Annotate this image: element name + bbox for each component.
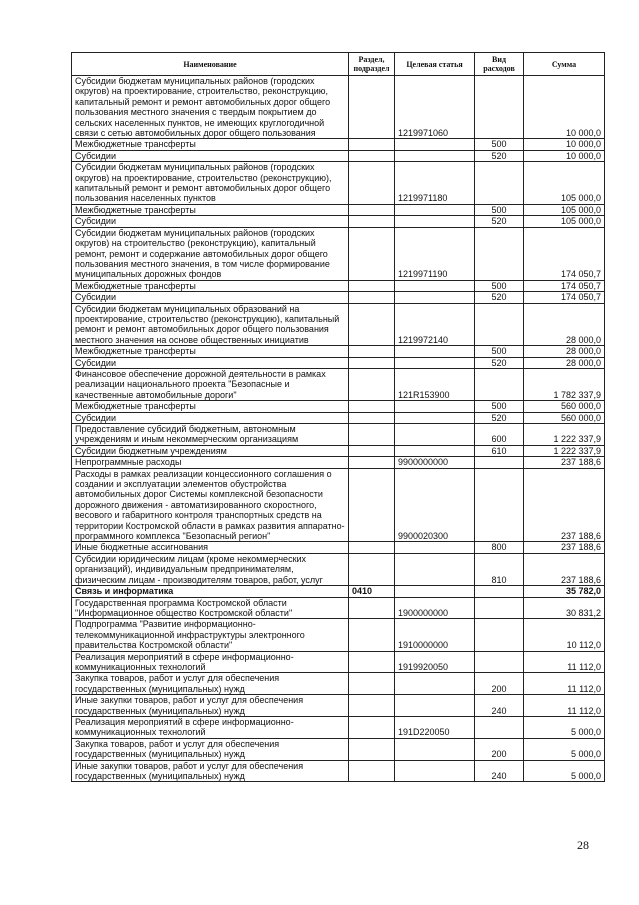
cell-razdel (349, 457, 395, 468)
cell-name: Субсидии (72, 150, 349, 161)
cell-name: Государственная программа Костромской области "Информационное общество Костромской области" (72, 597, 349, 619)
cell-sum: 560 000,0 (524, 401, 605, 412)
cell-target (395, 695, 475, 717)
table-row (72, 303, 605, 346)
header-vid: Вид расходов (475, 53, 524, 76)
cell-target (395, 280, 475, 291)
cell-target: 1219971180 (395, 162, 475, 205)
cell-target: 9900020300 (395, 468, 475, 542)
table-row (72, 357, 605, 368)
header-sum: Сумма (524, 53, 605, 76)
cell-razdel (349, 346, 395, 357)
cell-razdel (349, 204, 395, 215)
cell-razdel (349, 651, 395, 673)
table-row (72, 760, 605, 782)
header-name: Наименование (72, 53, 349, 76)
cell-target (395, 139, 475, 150)
cell-target: 1219971060 (395, 76, 475, 139)
cell-razdel (349, 553, 395, 585)
table-row (72, 468, 605, 542)
cell-target (395, 412, 475, 423)
cell-vid: 500 (475, 280, 524, 291)
table-row (72, 76, 605, 139)
budget-table (71, 52, 605, 782)
cell-razdel (349, 303, 395, 346)
cell-razdel (349, 738, 395, 760)
cell-target: 1910000000 (395, 619, 475, 651)
table-row (72, 673, 605, 695)
cell-name: Иные закупки товаров, работ и услуг для обеспечения государственных (муниципальных) нужд (72, 695, 349, 717)
cell-target: 9900000000 (395, 457, 475, 468)
table-row (72, 651, 605, 673)
cell-name: Реализация мероприятий в сфере информационно-коммуникационных технологий (72, 716, 349, 738)
cell-razdel (349, 716, 395, 738)
cell-sum: 174 050,7 (524, 227, 605, 280)
cell-razdel (349, 412, 395, 423)
cell-name: Субсидии бюджетам муниципальных районов (городских округов) на проектирование, строительство (реконструкцию), капитальный ремонт и ремонт автомобильных дорог общего пользования населенных пунктов (72, 162, 349, 205)
cell-vid: 520 (475, 357, 524, 368)
table-row (72, 424, 605, 446)
table-row (72, 457, 605, 468)
cell-sum: 11 112,0 (524, 673, 605, 695)
cell-target (395, 216, 475, 227)
cell-razdel (349, 368, 395, 400)
table-row (72, 586, 605, 597)
cell-target (395, 738, 475, 760)
cell-name: Субсидии (72, 412, 349, 423)
cell-name: Субсидии бюджетам муниципальных районов (городских округов) на строительство (реконструкцию), капитальный ремонт, ремонт и содержание автомобильных дорог общего пользования местного значения, в том числе формирование муниципальных дорожных фондов (72, 227, 349, 280)
cell-sum: 237 188,6 (524, 457, 605, 468)
cell-name: Субсидии бюджетам муниципальных районов (городских округов) на проектирование, строительство, реконструкцию, капитальный ремонт и ремонт автомобильных дорог общего пользования местного значения с твердым покрытием до сельских населенных пунктов, не имеющих круглогодичной связи с сетью автомобильных дорог общего пользования (72, 76, 349, 139)
table-row (72, 738, 605, 760)
cell-name: Субсидии бюджетам муниципальных образований на проектирование, строительство (реконструкцию), капитальный ремонт и ремонт автомобильных дорог общего пользования местного значения на основе общественных инициатив (72, 303, 349, 346)
table-row (72, 162, 605, 205)
header-target: Целевая статья (395, 53, 475, 76)
cell-vid (475, 162, 524, 205)
cell-razdel (349, 619, 395, 651)
cell-sum: 28 000,0 (524, 357, 605, 368)
cell-vid: 500 (475, 401, 524, 412)
cell-target (395, 401, 475, 412)
cell-target (395, 357, 475, 368)
cell-vid (475, 303, 524, 346)
cell-name: Связь и информатика (72, 586, 349, 597)
cell-sum: 1 222 337,9 (524, 424, 605, 446)
header-razdel: Раздел, подраздел (349, 53, 395, 76)
cell-vid (475, 619, 524, 651)
cell-sum: 1 782 337,9 (524, 368, 605, 400)
cell-target (395, 586, 475, 597)
cell-name: Межбюджетные трансферты (72, 401, 349, 412)
cell-razdel (349, 357, 395, 368)
cell-target: 121R153900 (395, 368, 475, 400)
cell-name: Финансовое обеспечение дорожной деятельности в рамках реализации национального проекта "Безопасные и качественные автомобильные дороги" (72, 368, 349, 400)
cell-name: Закупка товаров, работ и услуг для обеспечения государственных (муниципальных) нужд (72, 738, 349, 760)
table-row (72, 280, 605, 291)
cell-razdel (349, 162, 395, 205)
cell-target (395, 346, 475, 357)
cell-vid (475, 76, 524, 139)
table-row (72, 216, 605, 227)
cell-razdel: 0410 (349, 586, 395, 597)
cell-vid (475, 368, 524, 400)
cell-name: Межбюджетные трансферты (72, 204, 349, 215)
cell-razdel (349, 150, 395, 161)
cell-name: Межбюджетные трансферты (72, 346, 349, 357)
cell-sum: 174 050,7 (524, 280, 605, 291)
cell-target (395, 553, 475, 585)
cell-vid (475, 468, 524, 542)
cell-sum: 1 222 337,9 (524, 445, 605, 456)
cell-name: Межбюджетные трансферты (72, 280, 349, 291)
cell-razdel (349, 139, 395, 150)
cell-razdel (349, 468, 395, 542)
table-row (72, 227, 605, 280)
cell-sum: 28 000,0 (524, 346, 605, 357)
table-row (72, 139, 605, 150)
cell-razdel (349, 227, 395, 280)
cell-vid: 520 (475, 412, 524, 423)
cell-sum: 5 000,0 (524, 716, 605, 738)
cell-vid: 500 (475, 346, 524, 357)
cell-name: Реализация мероприятий в сфере информационно-коммуникационных технологий (72, 651, 349, 673)
cell-target (395, 204, 475, 215)
cell-sum: 28 000,0 (524, 303, 605, 346)
cell-target (395, 542, 475, 553)
cell-name: Субсидии бюджетным учреждениям (72, 445, 349, 456)
cell-vid: 810 (475, 553, 524, 585)
table-header-row (72, 53, 605, 76)
cell-name: Субсидии (72, 292, 349, 303)
cell-vid (475, 227, 524, 280)
cell-target (395, 673, 475, 695)
cell-target: 1219972140 (395, 303, 475, 346)
cell-target (395, 760, 475, 782)
cell-vid: 240 (475, 695, 524, 717)
cell-name: Непрограммные расходы (72, 457, 349, 468)
cell-razdel (349, 760, 395, 782)
cell-name: Предоставление субсидий бюджетным, автономным учреждениям и иным некоммерческим организациям (72, 424, 349, 446)
page-number: 28 (577, 838, 589, 852)
cell-sum: 5 000,0 (524, 738, 605, 760)
cell-sum: 105 000,0 (524, 216, 605, 227)
cell-vid: 200 (475, 673, 524, 695)
table-row (72, 695, 605, 717)
cell-sum: 237 188,6 (524, 553, 605, 585)
cell-sum: 105 000,0 (524, 204, 605, 215)
cell-vid: 500 (475, 204, 524, 215)
cell-vid (475, 597, 524, 619)
cell-razdel (349, 401, 395, 412)
cell-razdel (349, 76, 395, 139)
table-row (72, 401, 605, 412)
cell-razdel (349, 424, 395, 446)
cell-sum: 35 782,0 (524, 586, 605, 597)
cell-sum: 5 000,0 (524, 760, 605, 782)
cell-vid: 610 (475, 445, 524, 456)
cell-name: Межбюджетные трансферты (72, 139, 349, 150)
cell-name: Субсидии юридическим лицам (кроме некоммерческих организаций), индивидуальным предпринимателям, физическим лицам - производителям товаров, работ, услуг (72, 553, 349, 585)
cell-razdel (349, 292, 395, 303)
cell-sum: 105 000,0 (524, 162, 605, 205)
cell-vid: 500 (475, 139, 524, 150)
cell-razdel (349, 597, 395, 619)
table-row (72, 619, 605, 651)
cell-name: Иные бюджетные ассигнования (72, 542, 349, 553)
cell-sum: 10 000,0 (524, 150, 605, 161)
cell-sum: 10 000,0 (524, 139, 605, 150)
cell-razdel (349, 445, 395, 456)
cell-vid: 520 (475, 216, 524, 227)
cell-sum: 237 188,6 (524, 468, 605, 542)
cell-vid: 520 (475, 292, 524, 303)
cell-sum: 30 831,2 (524, 597, 605, 619)
cell-target: 1219971190 (395, 227, 475, 280)
cell-target: 1919920050 (395, 651, 475, 673)
cell-vid: 800 (475, 542, 524, 553)
cell-name: Субсидии (72, 357, 349, 368)
cell-name: Иные закупки товаров, работ и услуг для обеспечения государственных (муниципальных) нужд (72, 760, 349, 782)
cell-vid: 200 (475, 738, 524, 760)
cell-target (395, 445, 475, 456)
table-row (72, 150, 605, 161)
cell-sum: 560 000,0 (524, 412, 605, 423)
table-row (72, 412, 605, 423)
cell-target (395, 292, 475, 303)
cell-sum: 11 112,0 (524, 695, 605, 717)
cell-sum: 11 112,0 (524, 651, 605, 673)
cell-vid (475, 651, 524, 673)
cell-name: Закупка товаров, работ и услуг для обеспечения государственных (муниципальных) нужд (72, 673, 349, 695)
cell-target: 1900000000 (395, 597, 475, 619)
cell-sum: 237 188,6 (524, 542, 605, 553)
table-row (72, 716, 605, 738)
cell-razdel (349, 280, 395, 291)
table-row (72, 204, 605, 215)
cell-target: 191D220050 (395, 716, 475, 738)
cell-name: Подпрограмма "Развитие информационно-телекоммуникационной инфраструктуры электронного правительства Костромской области" (72, 619, 349, 651)
cell-razdel (349, 695, 395, 717)
cell-vid: 600 (475, 424, 524, 446)
cell-vid: 520 (475, 150, 524, 161)
cell-sum: 10 112,0 (524, 619, 605, 651)
cell-name: Субсидии (72, 216, 349, 227)
cell-vid (475, 716, 524, 738)
cell-razdel (349, 542, 395, 553)
cell-target (395, 150, 475, 161)
table-row (72, 597, 605, 619)
cell-vid (475, 586, 524, 597)
table-body (72, 76, 605, 782)
cell-razdel (349, 673, 395, 695)
cell-sum: 174 050,7 (524, 292, 605, 303)
table-row (72, 553, 605, 585)
table-row (72, 445, 605, 456)
table-row (72, 542, 605, 553)
table-row (72, 368, 605, 400)
table-row (72, 346, 605, 357)
cell-sum: 10 000,0 (524, 76, 605, 139)
cell-vid (475, 457, 524, 468)
cell-target (395, 424, 475, 446)
cell-razdel (349, 216, 395, 227)
table-row (72, 292, 605, 303)
cell-vid: 240 (475, 760, 524, 782)
cell-name: Расходы в рамках реализации концессионного соглашения о создании и эксплуатации элементов обустройства автомобильных дорог Системы комплексной безопасности дорожного движения - автоматизированного скоростного, весового и габаритного контроля транспортных средств на территории Костромской области в рамках развития аппаратно-программного комплекса "Безопасный регион" (72, 468, 349, 542)
